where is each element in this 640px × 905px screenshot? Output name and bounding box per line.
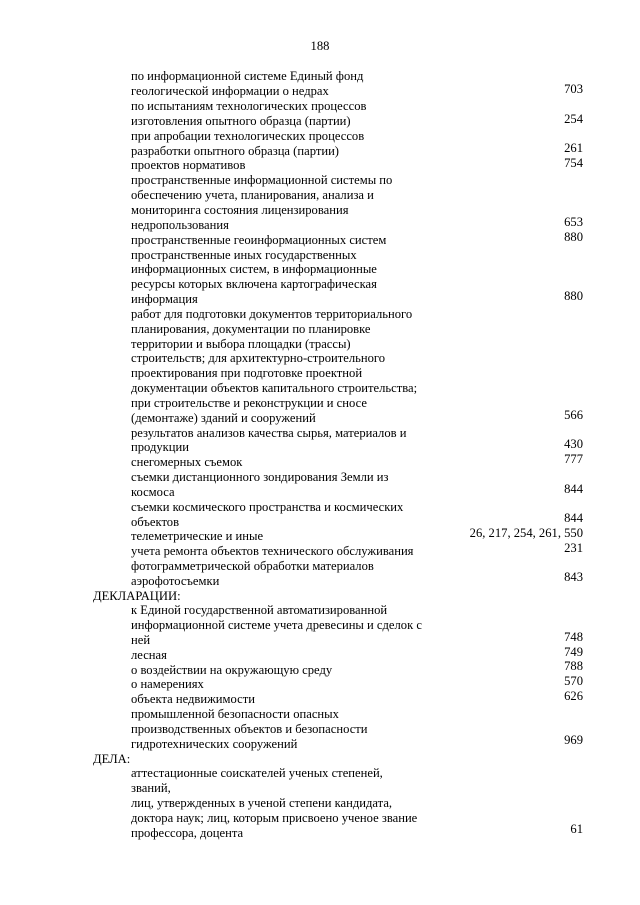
index-line: (демонтаже) зданий и сооружений <box>131 411 316 425</box>
page-reference: 626 <box>564 689 583 703</box>
page-reference: 788 <box>564 659 583 673</box>
index-line: мониторинга состояния лицензирования <box>131 203 349 217</box>
index-line: гидротехнических сооружений <box>131 737 298 751</box>
section-heading: ДЕЛА: <box>93 752 131 766</box>
index-line: ресурсы которых включена картографическая <box>131 277 377 291</box>
index-line: учета ремонта объектов технического обслуживания <box>131 544 414 558</box>
index-line: телеметрические и иные <box>131 529 264 543</box>
index-line: проектирования при подготовке проектной <box>131 366 363 380</box>
page-reference: 754 <box>564 156 583 170</box>
page-reference: 570 <box>564 674 583 688</box>
page-reference: 880 <box>564 230 583 244</box>
index-line: обеспечению учета, планирования, анализа и <box>131 188 374 202</box>
index-line: объектов <box>131 515 180 529</box>
index-line: объекта недвижимости <box>131 692 255 706</box>
page-reference: 843 <box>564 570 583 584</box>
index-line: результатов анализов качества сырья, материалов и <box>131 426 407 440</box>
index-line: съемки дистанционного зондирования Земли из <box>131 470 389 484</box>
index-line: по информационной системе Единый фонд <box>131 69 364 83</box>
index-line: съемки космического пространства и космических <box>131 500 404 514</box>
page-reference: 26, 217, 254, 261, 550 <box>469 526 583 540</box>
index-line: космоса <box>131 485 175 499</box>
index-line: званий, <box>131 781 171 795</box>
index-line: пространственные геоинформационных систем <box>131 233 387 247</box>
index-line: геологической информации о недрах <box>131 84 329 98</box>
page-reference: 749 <box>564 645 583 659</box>
index-line: по испытаниям технологических процессов <box>131 99 367 113</box>
index-line: разработки опытного образца (партии) <box>131 144 340 158</box>
index-line: аэрофотосъемки <box>131 574 220 588</box>
index-line: территории и выбора площадки (трассы) <box>131 337 351 351</box>
page-reference: 844 <box>564 482 583 496</box>
page-reference: 231 <box>564 541 583 555</box>
index-line: к Единой государственной автоматизированной <box>131 603 388 617</box>
index-line: информационной системе учета древесины и сделок с <box>131 618 422 632</box>
index-line: лиц, утвержденных в ученой степени кандидата, <box>131 796 393 810</box>
page-reference: 748 <box>564 630 583 644</box>
page-reference: 254 <box>564 112 583 126</box>
page-reference: 261 <box>564 141 583 155</box>
index-line: промышленной безопасности опасных <box>131 707 339 721</box>
index-line: строительств; для архитектурно-строительного <box>131 351 386 365</box>
index-line: о намерениях <box>131 677 204 691</box>
index-line: ней <box>131 633 151 647</box>
index-line: проектов нормативов <box>131 158 246 172</box>
index-line: фотограмметрической обработки материалов <box>131 559 374 573</box>
index-line: снегомерных съемок <box>131 455 243 469</box>
index-line: изготовления опытного образца (партии) <box>131 114 351 128</box>
page-reference: 703 <box>564 82 583 96</box>
index-line: доктора наук; лиц, которым присвоено ученое звание <box>131 811 418 825</box>
page-reference: 844 <box>564 511 583 525</box>
page-number: 188 <box>310 39 330 53</box>
index-line: лесная <box>131 648 167 662</box>
index-line: пространственные иных государственных <box>131 248 357 262</box>
index-line: при строительстве и реконструкции и сносе <box>131 396 367 410</box>
page-reference: 653 <box>564 215 583 229</box>
index-line: информационных систем, в информационные <box>131 262 377 276</box>
index-line: о воздействии на окружающую среду <box>131 663 333 677</box>
index-line: работ для подготовки документов территориального <box>131 307 413 321</box>
index-line: документации объектов капитального строительства; <box>131 381 418 395</box>
index-line: пространственные информационной системы по <box>131 173 393 187</box>
index-line: продукции <box>131 440 190 454</box>
index-line: недропользования <box>131 218 229 232</box>
index-line: информация <box>131 292 198 306</box>
index-line: аттестационные соискателей ученых степеней, <box>131 766 383 780</box>
page-reference: 566 <box>564 408 583 422</box>
index-line: планирования, документации по планировке <box>131 322 371 336</box>
page-reference: 880 <box>564 289 583 303</box>
page-reference: 777 <box>564 452 583 466</box>
page-reference: 969 <box>564 733 583 747</box>
section-heading: ДЕКЛАРАЦИИ: <box>93 589 181 603</box>
index-line: при апробации технологических процессов <box>131 129 365 143</box>
index-line: производственных объектов и безопасности <box>131 722 368 736</box>
index-line: профессора, доцента <box>131 826 244 840</box>
page-reference: 61 <box>570 822 583 836</box>
page-reference: 430 <box>564 437 583 451</box>
